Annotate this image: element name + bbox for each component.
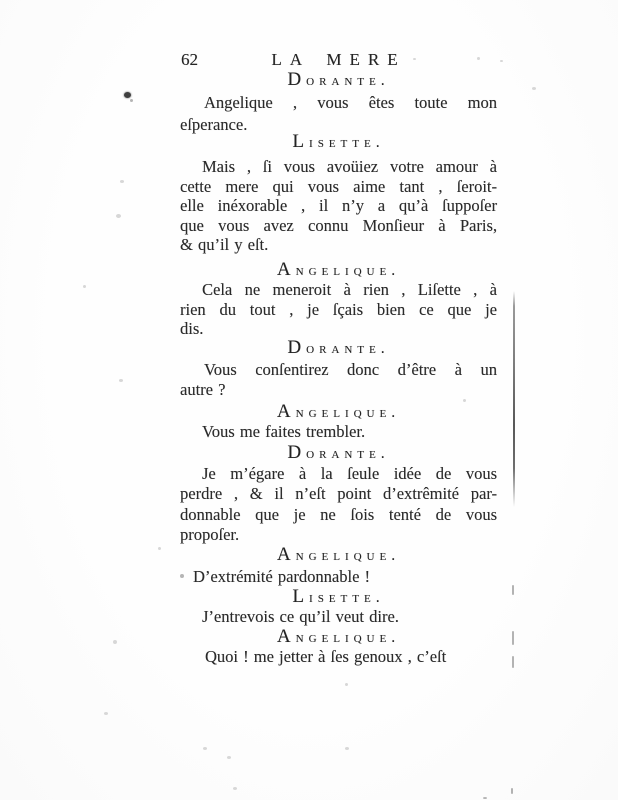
- dialogue-line: & qu’il y eſt.: [180, 235, 269, 254]
- dialogue-paragraph: [180, 280, 497, 339]
- scan-speck: [116, 214, 121, 218]
- scan-speck: [477, 57, 480, 60]
- dialogue-line: Vous conſentirez donc d’être à un: [204, 360, 497, 379]
- speaker-heading: Lisette.: [292, 586, 385, 607]
- scan-speck: [532, 87, 536, 90]
- scan-speck: [413, 58, 416, 60]
- dialogue-paragraph: [180, 567, 497, 587]
- dialogue-paragraph: [180, 360, 497, 400]
- dialogue-line: Je m’égare à la ſeule idée de vous: [202, 464, 497, 483]
- page-number: 62: [181, 50, 198, 69]
- scan-speck: [180, 574, 184, 578]
- scan-speck: [233, 787, 237, 790]
- scan-speck: [345, 683, 348, 686]
- scan-speck: [120, 180, 124, 183]
- dialogue-line: que vous avez connu Monſieur à Paris,: [180, 215, 497, 235]
- speaker-heading: Dorante.: [287, 337, 390, 358]
- speaker-heading: Dorante.: [287, 442, 390, 463]
- scan-speck: [483, 797, 487, 799]
- speaker-heading: Angelique.: [276, 544, 401, 565]
- dialogue-line: propoſer.: [180, 525, 240, 545]
- scan-speck: [203, 747, 207, 750]
- scan-vertical-line: [513, 291, 515, 507]
- dialogue-line: J’entrevois ce qu’il veut dire.: [202, 607, 399, 626]
- dialogue-paragraph: [180, 647, 497, 667]
- speaker-heading: Dorante.: [287, 69, 390, 90]
- scan-speck: [158, 547, 161, 550]
- dialogue-paragraph: [180, 607, 497, 627]
- dialogue-line: D’extrémité pardonnable !: [193, 567, 371, 586]
- scan-speck: [113, 640, 117, 644]
- dialogue-paragraph: [180, 422, 497, 442]
- scan-speck: [83, 285, 86, 288]
- scan-line-dash: [512, 656, 514, 668]
- scan-line-dash: [512, 585, 514, 595]
- dialogue-line: Cela ne meneroit à rien , Liſette , à: [202, 280, 497, 299]
- running-title: LA MERE: [271, 50, 406, 69]
- speaker-heading: Angelique.: [276, 401, 401, 422]
- dialogue-paragraph: [180, 157, 497, 255]
- dialogue-paragraph: [180, 92, 497, 136]
- dialogue-line: cette mere qui vous aime tant , ſeroit-: [180, 176, 497, 196]
- dialogue-paragraph: [180, 464, 497, 546]
- scan-speck: [463, 399, 466, 402]
- dialogue-line: eſperance.: [180, 115, 248, 134]
- dialogue-line: Quoi ! me jetter à ſes genoux , c’eſt: [205, 647, 447, 666]
- scan-speck: [500, 60, 503, 62]
- dialogue-line: Mais , ſi vous avoüiez votre amour à: [202, 157, 497, 176]
- scan-speck: [227, 756, 231, 759]
- scan-speck: [104, 712, 108, 715]
- speaker-heading: Angelique.: [276, 626, 401, 647]
- dialogue-line: dis.: [180, 319, 204, 339]
- dialogue-line: donnable que je ne ſois tenté de vous: [180, 504, 497, 524]
- dialogue-line: autre ?: [180, 380, 226, 399]
- dialogue-line: elle inéxorable , il n’y a qu’à ſuppoſer: [180, 196, 497, 215]
- scan-line-dash: [512, 631, 514, 645]
- speaker-heading: Lisette.: [292, 131, 385, 152]
- dialogue-line: perdre , & il n’eſt point d’extrêmité par-: [180, 484, 497, 504]
- dialogue-line: rien du tout , je ſçais bien ce que je: [180, 299, 497, 319]
- dialogue-line: Vous me faites trembler.: [202, 422, 366, 441]
- dialogue-line: Angelique , vous êtes toute mon: [204, 93, 497, 112]
- scan-speck: [345, 747, 349, 750]
- text-column: [180, 0, 497, 800]
- scan-line-dash: [511, 788, 513, 794]
- scan-speck: [124, 92, 131, 98]
- speaker-heading: Angelique.: [276, 259, 401, 280]
- scan-speck: [119, 379, 123, 382]
- scan-speck: [130, 99, 133, 102]
